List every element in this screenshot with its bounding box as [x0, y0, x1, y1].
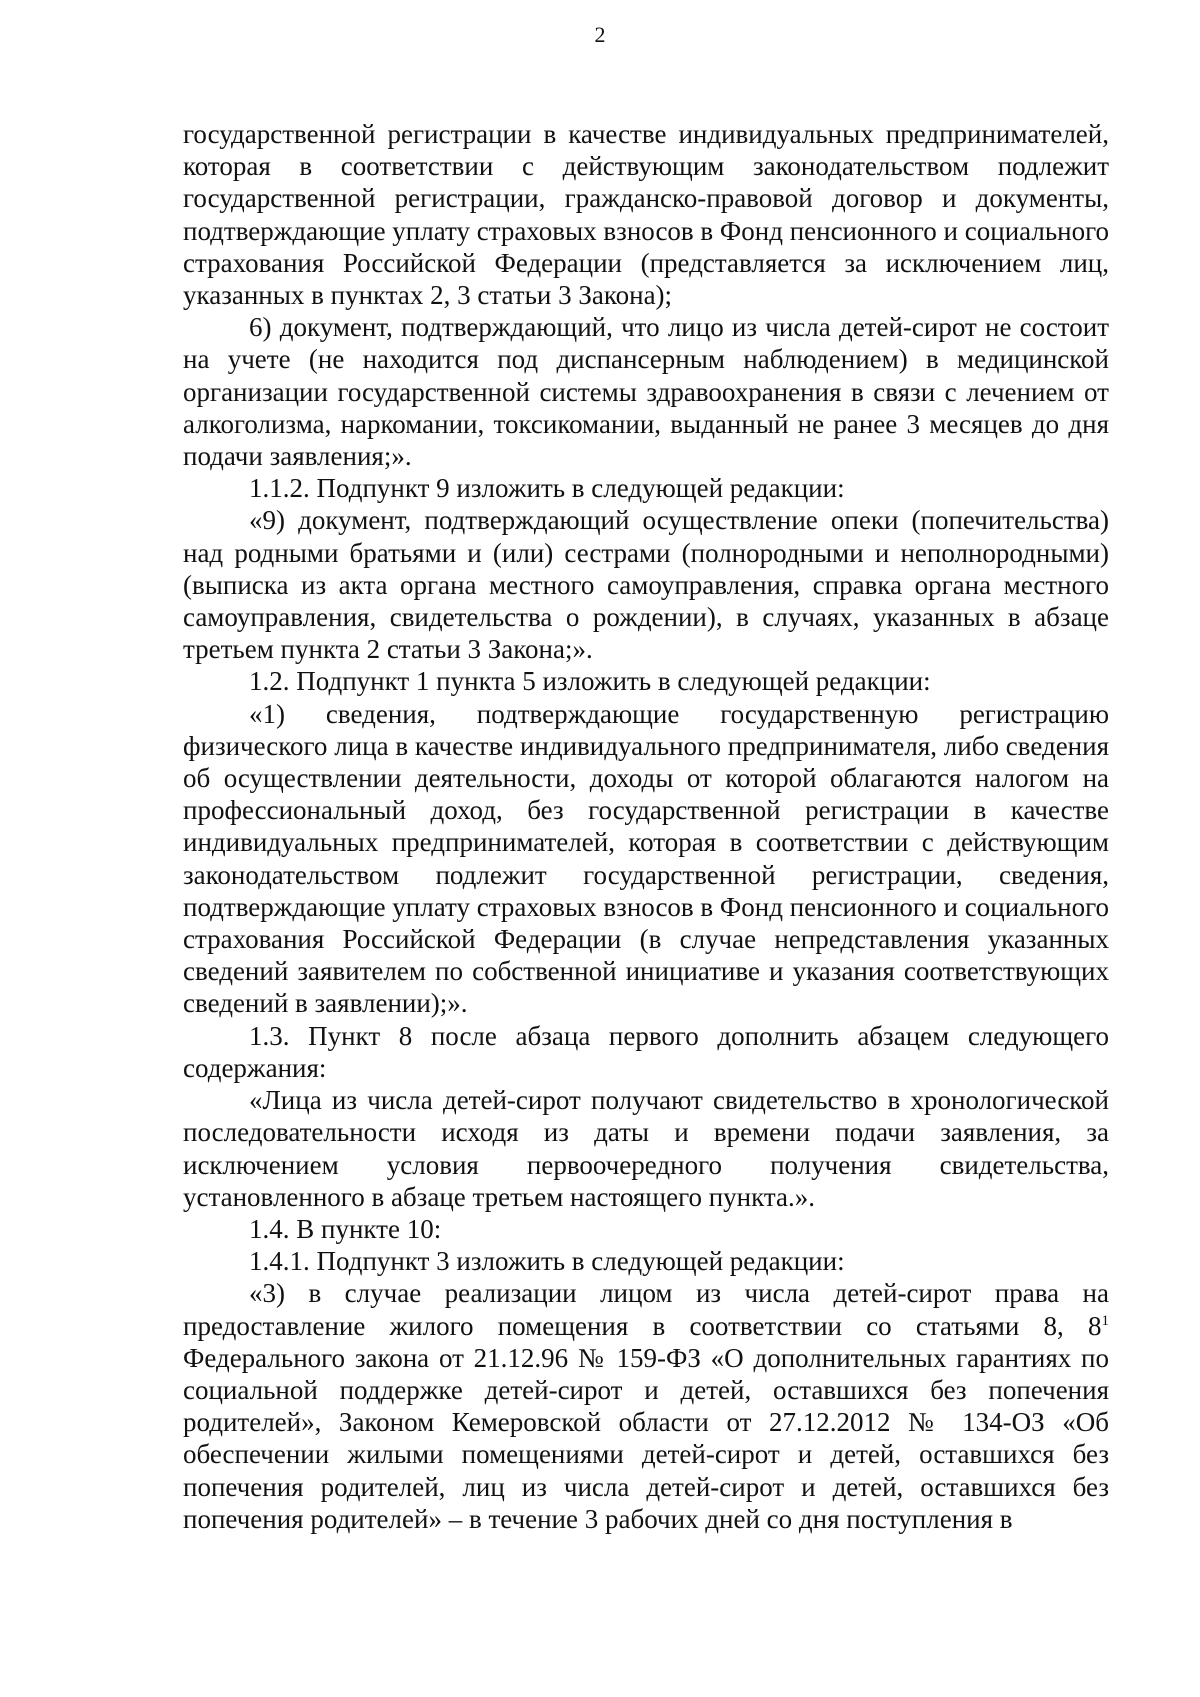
paragraph-item-9: «9) документ, подтверждающий осуществление опеки (попечительства) над родными братьями и (или) сестрами (полнородными и неполнородными) (выписка из акта органа местного самоуправления, справка органа местного самоуправления, свидетельства о рождении), в случаях, указанных в абзаце третьем пункта 2 статьи 3 Закона;». — [183, 505, 1109, 665]
item-3-text-end: Федерального закона от 21.12.96 № 159-ФЗ «О дополнительных гарантиях по социальной поддержке детей-сирот и детей, оставшихся без попечения родителей», Законом Кемеровской области от 27.12.2012 № 134-ОЗ «Об обеспечении жилыми помещениями детей-сирот и детей, оставшихся без попечения родителей, лиц из числа детей-сирот и детей, оставшихся без попечения родителей» – в течение 3 рабочих дней со дня поступления в — [183, 1342, 1109, 1534]
superscript-mark: 1 — [1101, 1312, 1109, 1329]
paragraph-1-4: 1.4. В пункте 10: — [249, 1213, 442, 1244]
paragraph-1-3: 1.3. Пункт 8 после абзаца первого дополнить абзацем следующего содержания: — [183, 1020, 1109, 1083]
paragraph-quote-orphans: «Лица из числа детей-сирот получают свидетельство в хронологической последовательности исходя из даты и времени подачи заявления, за исключением условия первоочередного получения свидетельства, установленного в абзаце третьем настоящего пункта.». — [183, 1085, 1109, 1212]
paragraph-1-4-1: 1.4.1. Подпункт 3 изложить в следующей редакции: — [249, 1246, 845, 1277]
paragraph-item-6: 6) документ, подтверждающий, что лицо из числа детей-сирот не состоит на учете (не находится под диспансерным наблюдением) в медицинской организации государственной системы здравоохранения в связи с лечением от алкоголизма, наркомании, токсикомании, выданный не ранее 3 месяцев до дня подачи заявления;». — [183, 312, 1109, 472]
paragraph-1-1-2: 1.1.2. Подпункт 9 изложить в следующей редакции: — [249, 473, 845, 504]
paragraph-item-1: «1) сведения, подтверждающие государственную регистрацию физического лица в качестве индивидуального предпринимателя, либо сведения об осуществлении деятельности, доходы от которой облагаются налогом на профессиональный доход, без государственной регистрации в качестве индивидуальных предпринимателей, которая в соответствии с действующим законодательством подлежит государственной регистрации, сведения, подтверждающие уплату страховых взносов в Фонд пенсионного и социального страхования Российской Федерации (в случае непредставления указанных сведений заявителем по собственной инициативе и указания соответствующих сведений в заявлении);». — [183, 698, 1110, 1019]
item-3-text-start: «3) в случае реализации лицом из числа детей-сирот права на предоставление жилого помещения в соответствии со статьями 8, 8 — [183, 1278, 1109, 1341]
document-body — [183, 118, 1109, 1535]
paragraph-1-2: 1.2. Подпункт 1 пункта 5 изложить в следующей редакции: — [249, 666, 931, 697]
page-number: 2 — [594, 22, 606, 47]
paragraph-item-3 — [183, 1277, 1109, 1535]
paragraph-continuation: государственной регистрации в качестве индивидуальных предпринимателей, которая в соответствии с действующим законодательством подлежит государственной регистрации, гражданско-правовой договор и документы, подтверждающие уплату страховых взносов в Фонд пенсионного и социального страхования Российской Федерации (представляется за исключением лиц, указанных в пунктах 2, 3 статьи 3 Закона); — [183, 119, 1110, 311]
